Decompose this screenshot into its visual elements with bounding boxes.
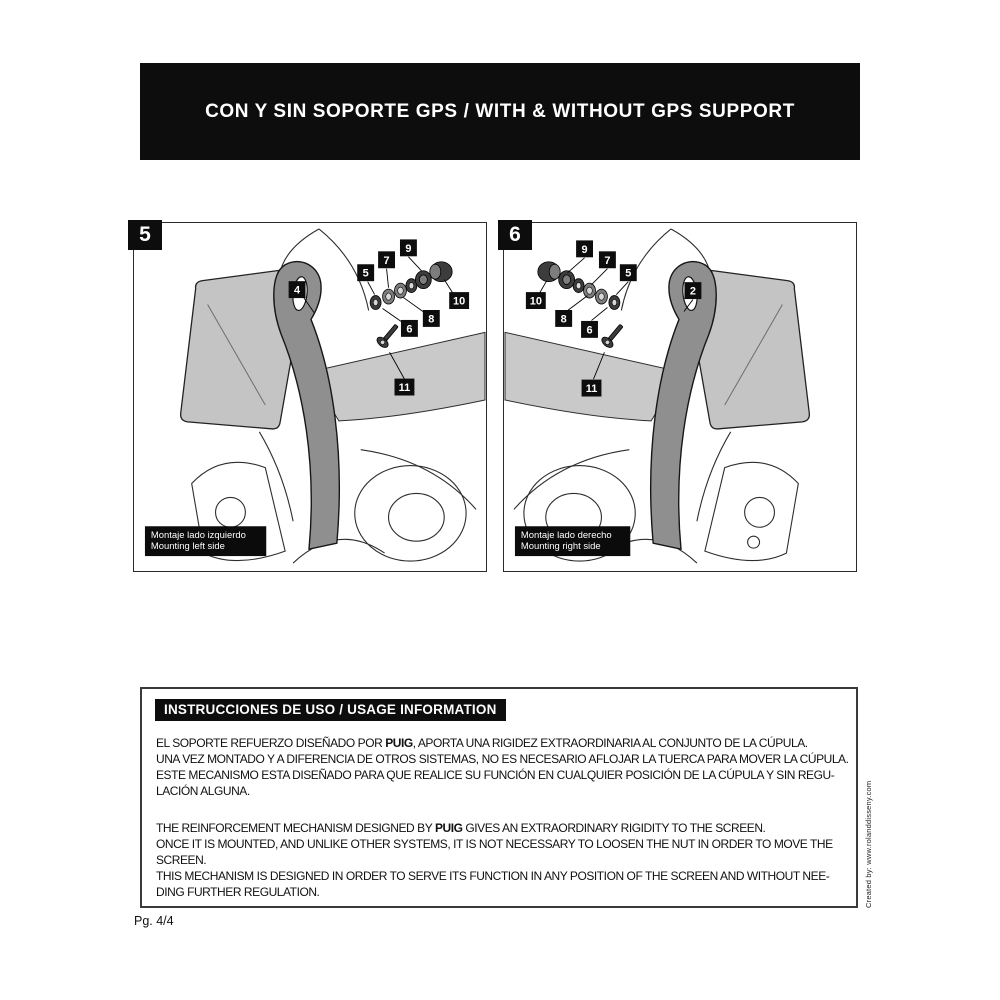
callout-5 [620, 264, 637, 281]
mounting-diagram-left [134, 223, 486, 571]
panel-5-caption [145, 526, 266, 556]
screw-part [600, 321, 627, 349]
callout-7 [378, 251, 395, 268]
dash-band [309, 332, 485, 420]
svg-text:8: 8 [428, 313, 435, 326]
svg-text:8: 8 [560, 313, 567, 326]
svg-text:10: 10 [529, 295, 542, 308]
english-line-1: THE REINFORCEMENT MECHANISM DESIGNED BY PUIG GIVES AN EXTRAORDINARY RIGIDITY TO THE SCREEN. [156, 821, 766, 835]
english-line-5: DING FURTHER REGULATION. [156, 885, 320, 899]
callout-10 [449, 292, 469, 309]
callout-9 [576, 240, 593, 257]
english-instructions [156, 820, 833, 900]
svg-text:Mounting right side: Mounting right side [520, 541, 601, 553]
diagram-panel-6 [503, 222, 857, 572]
creator-watermark: Created by: www.rolanddisseny.com [864, 780, 873, 908]
svg-text:Mounting left side: Mounting left side [150, 541, 225, 553]
callout-4 [289, 281, 306, 298]
spanish-line-2: UNA VEZ MONTADO Y A DIFERENCIA DE OTROS SISTEMAS, NO ES NECESARIO AFLOJAR LA TUERCA PARA MOVER LA CÚPULA. [156, 752, 849, 766]
svg-text:5: 5 [625, 267, 632, 280]
svg-text:5: 5 [362, 267, 369, 280]
callout-6 [581, 321, 598, 338]
svg-text:11: 11 [585, 383, 598, 396]
english-line-3: SCREEN. [156, 853, 207, 867]
dash-band [505, 332, 681, 420]
mounting-diagram-right [504, 223, 856, 571]
callout-5 [357, 264, 374, 281]
svg-text:6: 6 [406, 323, 413, 336]
spanish-instructions [156, 735, 849, 799]
spanish-line-1: EL SOPORTE REFUERZO DISEÑADO POR PUIG, APORTA UNA RIGIDEZ EXTRAORDINARIA AL CONJUNTO DE LA CÚPULA. [156, 736, 808, 750]
brand-name: PUIG [385, 736, 413, 750]
svg-text:9: 9 [581, 243, 588, 256]
english-line-4: THIS MECHANISM IS DESIGNED IN ORDER TO SERVE ITS FUNCTION IN ANY POSITION OF THE SCREEN AND WITHOUT NEE- [156, 869, 830, 883]
svg-text:Montaje lado derecho: Montaje lado derecho [520, 530, 612, 542]
callout-9 [400, 239, 417, 256]
brand-name: PUIG [434, 821, 463, 835]
svg-text:4: 4 [294, 284, 301, 297]
svg-text:2: 2 [689, 285, 696, 298]
callout-8 [423, 310, 440, 327]
panel-6-caption [515, 526, 630, 556]
svg-text:9: 9 [405, 242, 412, 255]
usage-information-box [140, 687, 858, 908]
diagram-panel-5 [133, 222, 487, 572]
callout-11 [395, 379, 415, 396]
english-line-2: ONCE IT IS MOUNTED, AND UNLIKE OTHER SYSTEMS, IT IS NOT NECESSARY TO LOOSEN THE NUT IN ORDER TO MOVE THE [156, 837, 833, 851]
svg-text:7: 7 [604, 254, 611, 267]
callout-7 [599, 251, 616, 268]
spanish-line-4: LACIÓN ALGUNA. [156, 784, 250, 798]
svg-text:11: 11 [398, 382, 411, 395]
svg-text:7: 7 [383, 254, 390, 267]
callout-11 [582, 380, 602, 397]
callout-2 [684, 282, 701, 299]
usage-information-heading: INSTRUCCIONES DE USO / USAGE INFORMATION [155, 699, 506, 721]
svg-text:Montaje lado izquierdo: Montaje lado izquierdo [150, 530, 246, 542]
callout-6 [401, 320, 418, 337]
page-number: Pg. 4/4 [134, 914, 174, 928]
callout-10 [526, 292, 546, 309]
svg-text:6: 6 [586, 324, 593, 337]
page-title: CON Y SIN SOPORTE GPS / WITH & WITHOUT GPS SUPPORT [205, 100, 795, 122]
spanish-line-3: ESTE MECANISMO ESTA DISEÑADO PARA QUE REALICE SU FUNCIÓN EN CUALQUIER POSICIÓN DE LA CÚPULA Y SIN REGU- [156, 768, 835, 782]
panel-6-badge: 6 [498, 220, 532, 250]
screw-part [375, 321, 402, 349]
svg-text:10: 10 [453, 295, 466, 308]
panel-5-badge: 5 [128, 220, 162, 250]
title-bar [140, 63, 860, 160]
callout-8 [555, 310, 572, 327]
